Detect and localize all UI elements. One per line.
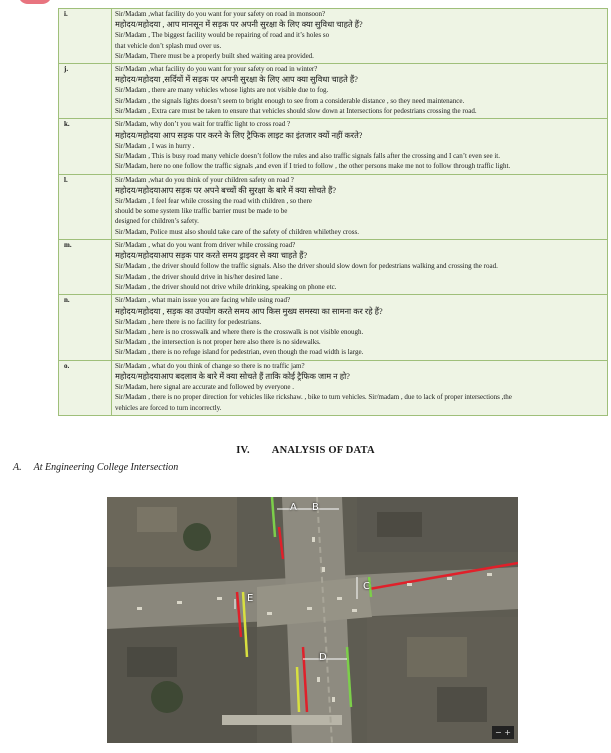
questionnaire-table: [58, 8, 608, 416]
hindi-question-line: महोदय/महोदया ,सर्दियों में सड़क पर अपनी सुरक्षा के लिए आप क्या सुविधा चाहते हैं?: [115, 75, 358, 85]
hindi-question-line: महोदय/महोदया , आप मानसून में सड़क पर अपनी सुरक्षा के लिए क्या सुविधा चाहते हैं?: [115, 20, 363, 30]
hindi-question-line: महोदय/महोदयाआप सड़क पर अपने बच्चों की सुरक्षा के बारे में क्या सोचते हैं?: [115, 185, 336, 195]
response-line: Sir/Madam , here there is no facility for pedestrians.: [115, 317, 262, 326]
question-responses: [112, 9, 608, 64]
section-number: IV.: [236, 445, 250, 456]
map-label-d: D: [319, 652, 327, 663]
hindi-question-line: महोदय/महोदयाआप सड़क पार करते समय ड्राइवर से क्या चाहते हैं?: [115, 251, 308, 261]
question-row: [59, 174, 608, 239]
question-row: [59, 119, 608, 174]
intersection-aerial-map: [107, 497, 518, 743]
response-line: Sir/Madam , the driver should not drive while drinking, speaking on phone etc.: [115, 282, 337, 291]
response-line: Sir/Madam , there are many vehicles whose lights are not visible due to fog.: [115, 86, 329, 95]
question-responses: [112, 295, 608, 360]
question-label: i.: [59, 9, 112, 64]
response-line: Sir/Madam, here signal are accurate and followed by everyone .: [115, 383, 295, 392]
subsection-heading: [13, 462, 178, 473]
section-heading: [0, 445, 611, 456]
map-label-b: B: [312, 502, 319, 513]
map-zoom-control[interactable]: − +: [492, 726, 514, 739]
question-responses: [112, 64, 608, 119]
question-label: n.: [59, 295, 112, 360]
page-corner-mark: [18, 0, 52, 4]
response-line: Sir/Madam , This is busy road many vehicle doesn’t follow the rules and also traffic signals falls after the crossing and I can’t even see it.: [115, 151, 500, 160]
response-line: Sir/Madam , what do you want from driver while crossing road?: [115, 241, 296, 250]
response-line: vehicles are forced to turn incorrectly.: [115, 403, 222, 412]
response-line: Sir/Madam , here is no crosswalk and where there is the crosswalk is not visible enough.: [115, 327, 364, 336]
section-title: ANALYSIS OF DATA: [271, 445, 375, 456]
response-line: Sir/Madam, There must be a properly built shed waiting area provided.: [115, 51, 314, 60]
response-line: Sir/Madam, here no one follow the traffic signals ,and even if I tried to follow , the other persons make me not to follow through traffic light.: [115, 162, 511, 171]
response-line: Sir/Madam ,what facility do you want for your safety on road in winter?: [115, 65, 318, 74]
response-line: Sir/Madam , the signals lights doesn’t seem to bright enough to see from a considerable distance , so they need maintenance.: [115, 96, 465, 105]
question-row: [59, 9, 608, 64]
question-row: [59, 360, 608, 415]
question-row: [59, 64, 608, 119]
response-line: Sir/Madam , what do you think of change so there is no traffic jam?: [115, 361, 305, 370]
response-line: Sir/Madam , The biggest facility would be repairing of road and it’s holes so: [115, 31, 330, 40]
response-line: Sir/Madam , Extra care must be taken to ensure that vehicles should slow down at Intersections for pedestrians crossing the road.: [115, 107, 477, 116]
subsection-title: At Engineering College Intersection: [33, 462, 179, 473]
question-label: o.: [59, 360, 112, 415]
response-line: Sir/Madam , the intersection is not proper here also there is no sidewalks.: [115, 338, 321, 347]
response-line: designed for children’s safety.: [115, 217, 199, 226]
map-graphic: [107, 497, 518, 743]
response-line: Sir/Madam ,what do you think of your children safety on road ?: [115, 175, 294, 184]
question-label: k.: [59, 119, 112, 174]
subsection-letter: A.: [13, 462, 22, 473]
response-line: Sir/Madam , what main issue you are facing while using road?: [115, 296, 291, 305]
response-line: Sir/Madam , there is no refuge island for pedestrian, even though the road width is large.: [115, 348, 364, 357]
response-line: Sir/Madam, Police must also should take care of the safety of children whilethey cross.: [115, 227, 359, 236]
response-line: Sir/Madam, why don’t you wait for traffic light to cross road ?: [115, 120, 291, 129]
response-line: Sir/Madam , the driver should drive in his/her desired lane .: [115, 272, 283, 281]
response-line: Sir/Madam , the driver should follow the traffic signals. Also the driver should slow down for pedestrians walking and crossing the road.: [115, 262, 498, 271]
response-line: Sir/Madam , I was in hurry .: [115, 141, 195, 150]
response-line: Sir/Madam , there is no proper direction for vehicles like rickshaw. , bike to turn vehicles. Sir/madam , due to lack of proper intersections ,the: [115, 393, 512, 402]
response-line: should be some system like traffic barrier must be made to be: [115, 207, 288, 216]
hindi-question-line: महोदय/महोदया , सड़क का उपयोग करते समय आप किस मुख्य समस्या का सामना कर रहे हैं?: [115, 306, 383, 316]
response-line: Sir/Madam ,what facility do you want for your safety on road in monsoon?: [115, 10, 326, 18]
question-responses: [112, 360, 608, 415]
question-responses: [112, 119, 608, 174]
question-row: [59, 240, 608, 295]
map-label-e: E: [247, 593, 254, 604]
question-label: l.: [59, 174, 112, 239]
question-label: j.: [59, 64, 112, 119]
question-label: m.: [59, 240, 112, 295]
map-label-a: A: [290, 502, 297, 513]
response-line: Sir/Madam , I feel fear while crossing the road with children , so there: [115, 196, 312, 205]
question-responses: [112, 240, 608, 295]
question-row: [59, 295, 608, 360]
question-responses: [112, 174, 608, 239]
response-line: that vehicle don’t splash mud over us.: [115, 41, 222, 50]
hindi-question-line: महोदय/महोदयाआप बदलाव के बारे में क्या सोचते हैं ताकि कोई ट्रैफिक जाम न हो?: [115, 372, 350, 382]
map-label-c: C: [363, 581, 370, 592]
hindi-question-line: महोदय/महोदया आप सड़क पार करने के लिए ट्रैफिक लाइट का इंतजार क्यों नहीं करते?: [115, 130, 363, 140]
